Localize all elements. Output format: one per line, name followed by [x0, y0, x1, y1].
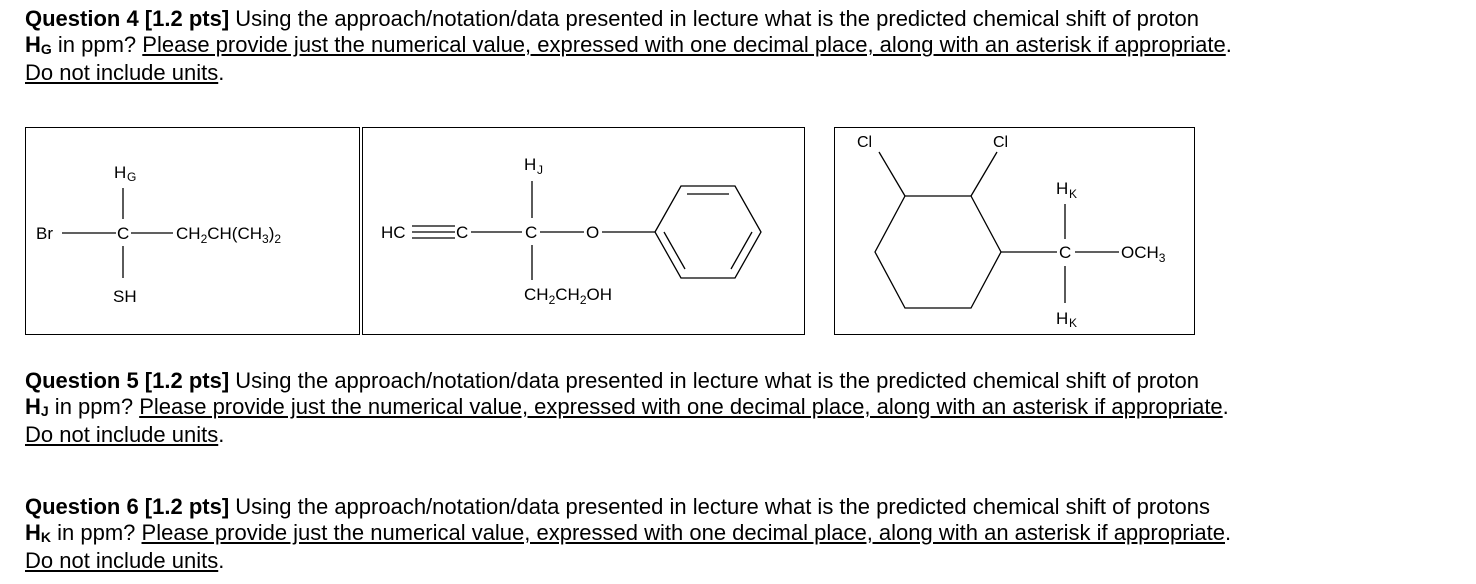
question-5-text-2: in ppm?	[48, 394, 140, 419]
oxygen-label: O	[586, 223, 600, 242]
period: .	[1225, 520, 1232, 545]
period: .	[218, 548, 225, 573]
question-4-instruction: Please provide just the numerical value, expressed with one decimal place, along with an asterisk if appropriate	[142, 32, 1226, 57]
question-6-title: Question 6 [1.2 pts]	[25, 494, 230, 519]
period: .	[218, 60, 225, 85]
carbon-label: C	[456, 223, 469, 242]
och3-label: $OCH_3$	[1121, 243, 1166, 265]
question-6	[25, 494, 1465, 574]
h-label: H	[1056, 309, 1069, 328]
period: .	[1225, 32, 1232, 57]
proton-label: H	[25, 32, 41, 57]
question-6-text: Using the approach/notation/data presented in lecture what is the predicted chemical shift of protons	[229, 494, 1210, 519]
question-5-instruction: Please provide just the numerical value, expressed with one decimal place, along with an asterisk if appropriate	[139, 394, 1223, 419]
h-subscript: J	[537, 163, 543, 177]
carbon-label: C	[117, 224, 130, 243]
question-4-text: Using the approach/notation/data presented in lecture what is the predicted chemical shift of proton	[229, 6, 1199, 31]
question-6-text-2: in ppm?	[51, 520, 142, 545]
benzene-ring	[655, 186, 761, 278]
h-label: H	[1056, 179, 1069, 198]
substituent-label: $CH_2CH_2OH$	[524, 285, 612, 307]
sh-label: SH	[113, 287, 137, 306]
proton-subscript: K	[40, 529, 52, 545]
br-label: Br	[36, 224, 53, 243]
bond-line	[879, 152, 905, 196]
proton-label: H	[25, 520, 41, 545]
molecule-k-structure	[835, 128, 1193, 333]
molecule-box-k	[834, 127, 1195, 335]
molecule-j-structure	[363, 128, 803, 333]
question-5-text: Using the approach/notation/data presented in lecture what is the predicted chemical shift of proton	[229, 368, 1199, 393]
question-4	[25, 6, 1465, 86]
question-4-units-note: Do not include units	[25, 60, 219, 85]
proton-subscript: J	[40, 403, 49, 419]
chain-label: $CH_2CH(CH_3)_2$	[176, 224, 282, 246]
question-5-title: Question 5 [1.2 pts]	[25, 368, 230, 393]
question-5	[25, 368, 1465, 448]
question-4-title: Question 4 [1.2 pts]	[25, 6, 230, 31]
double-bond-line	[731, 232, 752, 269]
proton-label: H	[25, 394, 41, 419]
question-4-text-2: in ppm?	[51, 32, 143, 57]
h-subscript: K	[1069, 316, 1078, 330]
molecule-box-j	[362, 127, 805, 335]
period: .	[218, 422, 225, 447]
h-label: H	[114, 163, 127, 182]
h-subscript: K	[1069, 187, 1078, 201]
cyclohexane-ring	[875, 196, 1001, 308]
double-bond-line	[664, 232, 685, 269]
chlorine-label: Cl	[857, 134, 873, 151]
question-5-units-note: Do not include units	[25, 422, 219, 447]
carbon-label: C	[525, 223, 538, 242]
molecule-box-g	[25, 127, 360, 335]
chlorine-label: Cl	[993, 134, 1009, 151]
h-subscript: G	[127, 170, 137, 184]
bond-line	[971, 152, 997, 196]
question-6-units-note: Do not include units	[25, 548, 219, 573]
molecule-g-structure	[26, 128, 358, 333]
period: .	[1222, 394, 1229, 419]
hc-label: HC	[381, 223, 406, 242]
carbon-label: C	[1059, 243, 1072, 262]
h-label: H	[524, 155, 537, 174]
proton-subscript: G	[40, 41, 52, 57]
question-6-instruction: Please provide just the numerical value, expressed with one decimal place, along with an asterisk if appropriate	[141, 520, 1225, 545]
